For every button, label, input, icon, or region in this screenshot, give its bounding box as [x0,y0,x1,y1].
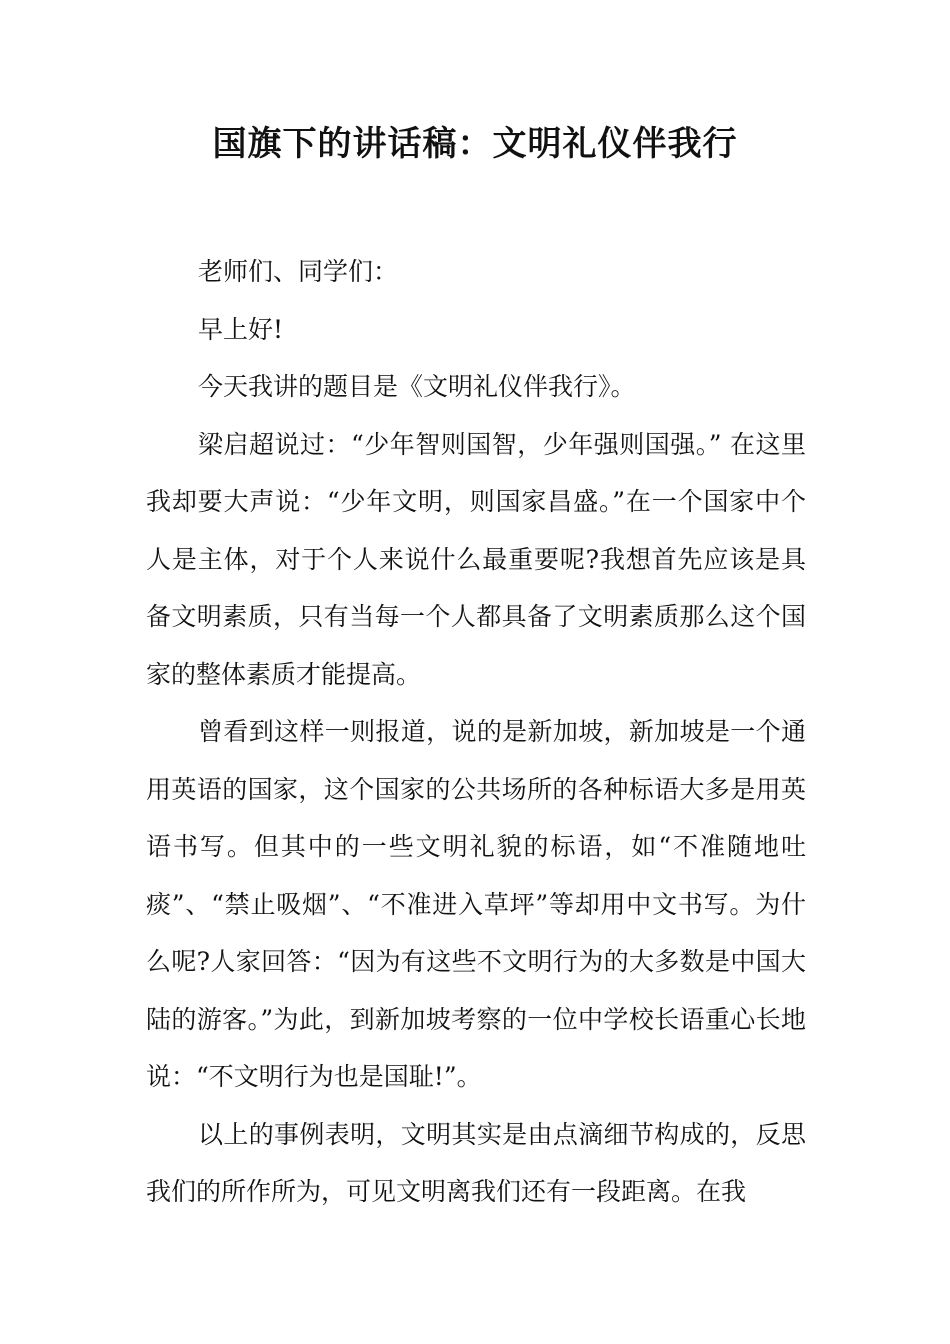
paragraph-greeting: 老师们、同学们： [198,257,399,286]
paragraph-topic: 今天我讲的题目是《文明礼仪伴我行》。 [198,372,636,401]
paragraph-singapore: 曾看到这样一则报道，说的是新加坡，新加坡是一个通用英语的国家，这个国家的公共场所的各种标语大多是用英语书写。但其中的一些文明礼貌的标语，如“不准随地吐痰”、“禁止吸烟”、“不准进入草坪”等却用中文书写。为什么呢?人家回答：“因为有这些不文明行为的大多数是中国大陆的游客。”为此，到新加坡考察的一位中学校长语重心长地说：“不文明行为也是国耻!”。 [146,717,806,1091]
document-body [146,243,806,1221]
paragraph-good-morning: 早上好! [198,314,284,344]
paragraph-reflection: 以上的事例表明，文明其实是由点滴细节构成的，反思我们的所作所为，可见文明离我们还有一段距离。在我 [146,1119,806,1206]
document-title: 国旗下的讲话稿：文明礼仪伴我行 [212,124,738,164]
paragraph-liang-qichao: 梁启超说过：“少年智则国智，少年强则国强。” 在这里我却要大声说：“少年文明，则国家昌盛。”在一个国家中个人是主体，对于个人来说什么最重要呢?我想首先应该是具备文明素质，只有当每一个人都具备了文明素质那么这个国家的整体素质才能提高。 [146,429,806,689]
